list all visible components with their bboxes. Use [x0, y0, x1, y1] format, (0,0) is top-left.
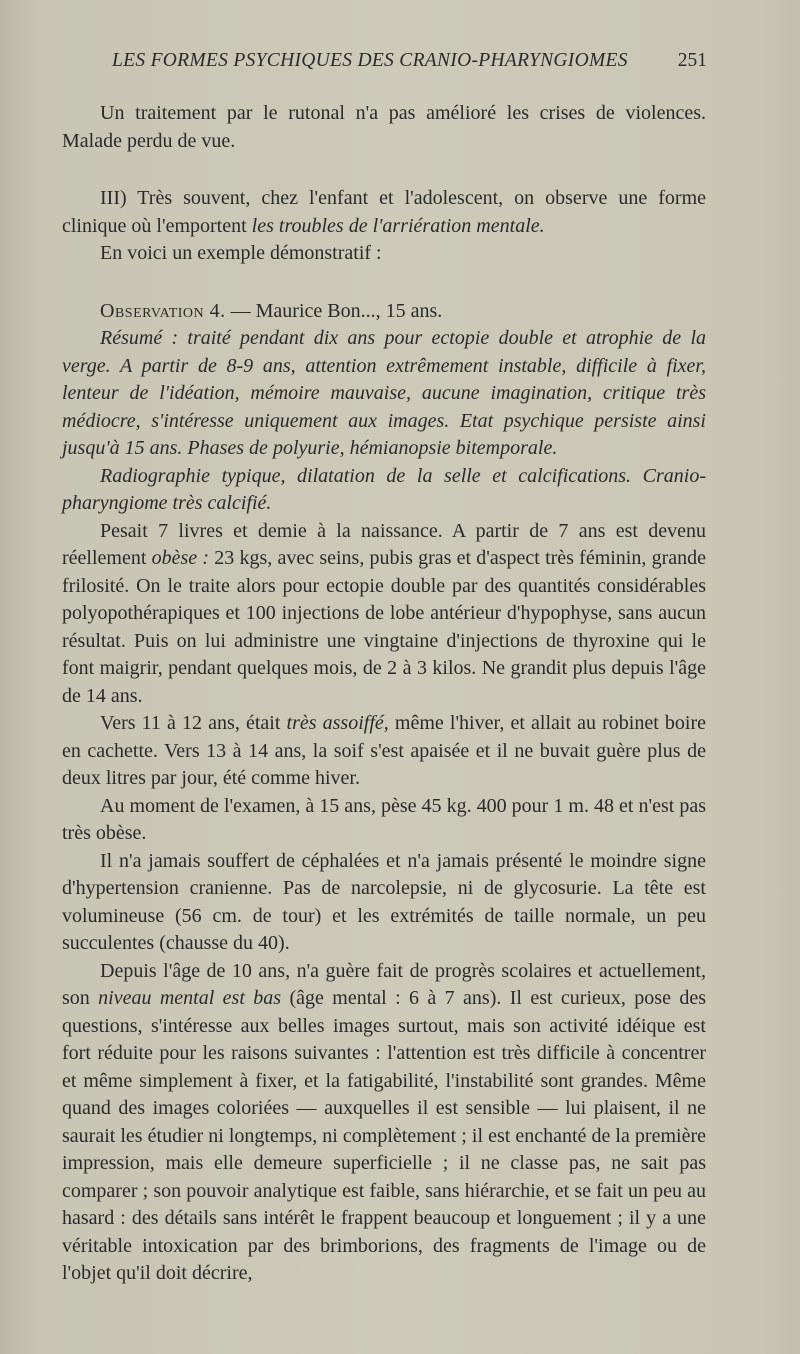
- paragraph-headache: Il n'a jamais souffert de céphalées et n'a jamais présenté le moindre signe d'hypertension cranienne. Pas de narcolepsie, ni de glycosurie. La tête est volumineuse (56 cm. de tour) et les extrémités de taille normale, un peu succulentes (chausse du 40).: [62, 849, 706, 954]
- paragraph-violence: Un traitement par le rutonal n'a pas amélioré les crises de violences. Malade perdu de vue.: [62, 102, 706, 152]
- radiography-text: Radiographie typique, dilatation de la selle et calcifications. Cranio-pharyngiome très calcifié.: [62, 464, 706, 514]
- running-title: LES FORMES PSYCHIQUES DES CRANIO-PHARYNGIOMES: [112, 50, 628, 71]
- paragraph-section-iii: [62, 185, 706, 240]
- school-text-1: Depuis l'âge de 10 ans, n'a guère fait de progrès scolaires et actuellement, son: [62, 959, 706, 1009]
- paragraph-school: [62, 958, 706, 1288]
- section-iii-emphasis: les troubles de l'arriération mentale.: [251, 214, 545, 237]
- thirst-emphasis: très assoiffé,: [286, 712, 389, 734]
- observation-heading: [62, 298, 706, 326]
- running-head: [112, 50, 707, 78]
- paragraph-exam: Au moment de l'examen, à 15 ans, pèse 45 kg. 400 pour 1 m. 48 et n'est pas très obèse.: [62, 794, 706, 844]
- weight-text-1: Pesait 7 livres et demie à la naissance. A partir de 7 ans est devenu réellement: [62, 519, 706, 569]
- thirst-text-2: même l'hiver, et allait au robinet boire en cachette. Vers 13 à 14 ans, la soif s'est apaisée et il ne buvait guère plus de deux litres par jour, été comme hiver.: [62, 712, 706, 789]
- school-text-2: (âge mental : 6 à 7 ans). Il est curieux, pose des questions, s'intéresse aux belles images surtout, mais son activité idéique est fort réduite pour les raisons suivantes : l'attention est très difficile à concentrer et même simplement à fixer, et la fatigabilité, l'instabilité sont grandes. Même quand des images coloriées — auxquelles il est sensible — lui plaisent, il ne saurait les étudier ni longtemps, ni complètement ; il est enchanté de la première impression, mais elle demeure superficielle ; il ne classe pas, ne sait pas comparer ; son pouvoir analytique est faible, sans hiérarchie, et se fait un peu au hasard : des détails sans intérêt le frappent beaucoup et longuement ; il y a une véritable intoxication par des brimborions, des fragments de l'image ou de l'objet qu'il doit décrire,: [62, 987, 706, 1284]
- school-emphasis: niveau mental est bas: [98, 987, 282, 1009]
- body-text: [62, 100, 706, 1288]
- paragraph-resume: [62, 325, 706, 463]
- paragraph-radiography: [62, 463, 706, 518]
- section-iii-text: III) Très souvent, chez l'enfant et l'adolescent, on observe une forme clinique où l'emportent: [62, 187, 706, 237]
- resume-text: Résumé : traité pendant dix ans pour ectopie double et atrophie de la verge. A partir de 8-9 ans, attention extrêmement instable, difficile à fixer, lenteur de l'idéation, mémoire mauvaise, aucune imagination, critique très médiocre, s'intéresse uniquement aux images. Etat psychique persiste ainsi jusqu'à 15 ans. Phases de polyurie, hémianopsie bitemporale.: [62, 327, 706, 459]
- observation-patient: — Maurice Bon..., 15 ans.: [225, 299, 443, 322]
- weight-emphasis: obèse :: [151, 547, 210, 569]
- paragraph-thirst: [62, 710, 706, 793]
- thirst-text-1: Vers 11 à 12 ans, était: [100, 712, 287, 734]
- page-number: 251: [677, 50, 707, 71]
- paragraph-example-intro: En voici un exemple démonstratif :: [100, 242, 382, 264]
- weight-text-2: 23 kgs, avec seins, pubis gras et d'aspect très féminin, grande frilosité. On le traite alors pour ectopie double par des quantités considérables polyopothérapiques et 100 injections de lobe antérieur d'hypophyse, sans aucun résultat. Puis on lui administre une vingtaine d'injections de thyroxine qui le font maigrir, pendant quelques mois, de 2 à 3 kilos. Ne grandit plus depuis l'âge de 14 ans.: [62, 547, 706, 707]
- observation-label: Observation 4.: [100, 299, 226, 322]
- paragraph-weight: [62, 518, 706, 711]
